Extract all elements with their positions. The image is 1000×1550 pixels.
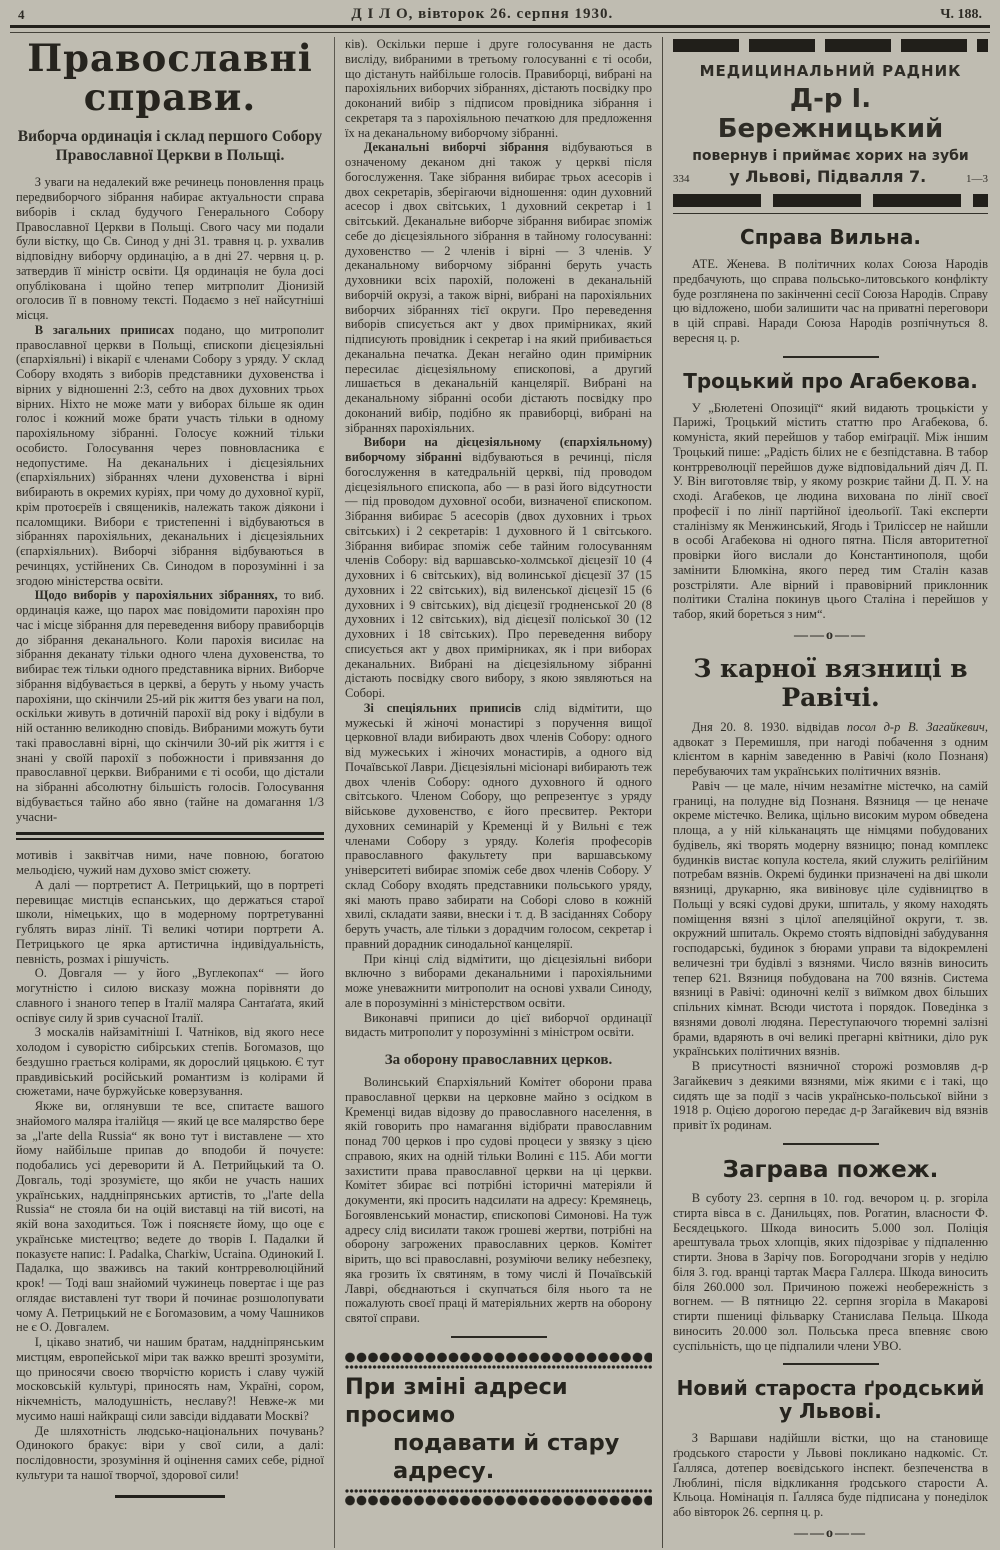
paragraph-lead: Деканальні виборчі зібрання xyxy=(363,140,549,155)
ad-number-left: 334 xyxy=(673,173,690,185)
column-middle xyxy=(334,37,662,1548)
medical-ad xyxy=(673,39,988,214)
paragraph: При кінці слід відмітити, що дієцезіяльні вибори включно з виборами деканальними і парохіяльними може уневажнити митрополит на основі ухвали Синоду, але в порозумінні з міністерством освіти. xyxy=(345,951,652,1010)
header-rule xyxy=(10,25,990,33)
ad-rule xyxy=(673,213,988,214)
paragraph xyxy=(345,435,652,701)
column-right xyxy=(662,37,988,1548)
o-divider: ——о—— xyxy=(794,1525,867,1541)
address-change-notice xyxy=(345,1352,652,1507)
paragraph: Равіч — це мале, нічим незамітне містечко, на самій границі, на полудне від Познаня. Вязниця — це неначе окреме містечко. Велика, щільно високим муром обведена площа, а у ній кільканацять ще німцями побудованих будівель, які творять модерну вязницю; понад комплекс будинків вистає копула костела, який служить реліґійним потребам вязнів. Окремі будинки призначені на дві школи вязниці, друкарню, яка вивіновує ціле судівництво в Польщі у всякі судові друки, шпиталь, у якому находять поміщення вязні з цілої апеляційної округи, т. зв. окружний шпиталь. Окремо стоять відповідні забудування господарські, будинок з бюрами управи та відокремлені величезні три будівлі з вязнями. Число вязнів виносить тепер 621. Вязниця побудована на 700 вязнів. Система вязниці в Равічі: одиночні келії з виїмком двох більших спільних кімнат. Всюди чистота і порядок. Поведінка з вязнями доволі людяна. Переступаючого тюремні залізні брами, вдаряють в очі великі прегарні квітники, діло рук українських політичних вязнів. xyxy=(673,778,988,1059)
paragraph: О. Довгаля — у його „Вуглекопах“ — його могутністю і силою висказу можна порівняти до славного і знаного тепер в Італії маляра Сантаґата, який оспівує силу й зрив сучасної Італії. xyxy=(16,966,324,1025)
article-title: Православні справи. xyxy=(27,36,313,119)
paragraph: І, цікаво знатиб, чи нашим братам, наддніпрянським мистцям, европейської міри так важко врешті зрозуміти, що приносячи своєю творчістю користь і славу чужій московській культурі, приносять нам, Україні, сором, нікчемність, малодушність, неславу?! Невже-ж ми мусимо наші найкращі сили завсіди віддавати Москві? xyxy=(16,1335,324,1423)
ad-bottom-row xyxy=(673,167,988,186)
headline-vilna: Справа Вильна. xyxy=(740,225,921,249)
paragraph-lead: Зі спеціяльних приписів xyxy=(363,700,522,715)
section-rule xyxy=(451,1336,547,1338)
section-rule xyxy=(783,1363,879,1365)
paragraph-lead: Щодо виборів у парохіяльних зібраннях, xyxy=(34,588,278,603)
article-subtitle: Виборча ординація і склад першого Собору Православної Церкви в Польщі. xyxy=(17,127,323,165)
ad-line: повернув і приймає хорих на зуби xyxy=(692,148,969,164)
paragraph-text: слід відмітити, що мужеські й жіночі монастирі з поручення вищої церковної влади вибирають двох членів Собору: одного від мужеських і жіночих монастирів, а одного від Почаївської Лаври. Дієцезіяльні місіонарі вибирають теж двох членів Собору: одного духовного й одного світського. Членом Собору, що репрезентує з уряду військове духовенство, є його пресвитер. Ректори духовних семинарій у Кременці й у Вильні є теж членами Собору з уряду. Колеґія професорів православного факультету при варшавському університеті вибирає зпоміж себе двох членів Собору. У склад Собору входять представники польського уряду, які мають право забирати на Соборі слово в кожній хвилі, складати заяви, внески і т. д. В засіданнях Собору беруть участь, але тільки з дорадчим голосом, секретар і правний дорадник синодальної канцелярії. xyxy=(345,700,652,951)
paragraph: В присутності вязничної сторожі розмовляв д-р Загайкевич з деякими вязнями, між якими є і такі, що сидять ще за події з часів українсько-польської війни з 1918 р. Оцією дорогою передає д-р Загайкевич від вязнів привіт їх родинам. xyxy=(673,1059,988,1132)
section-rule xyxy=(783,1143,879,1145)
paragraph xyxy=(16,588,324,824)
paragraph-text: то виб. ординація каже, що парох має повідомити парохіян про час і місце зібрання для переведення вибору правиборців до зібрання деканального. Коли парохія висилає на зібрання деканату тільки одного члена духовенства, то вибирає теж тільки одного представника вірних. Виборче зібрання відбувається в церкві, а беруть у ньому участь парохіяни, що скінчили 25-ий рік життя без уваги на пол, оскільки живуть в дотичній парохії від року і відбули в ній останню великодню сповідь. Вибраними можуть бути такі православні вірні, що скінчили 30-ий рік життя і є знані у своїй парохії з побожности і привязання до православної церкви. Вибраними є ті особи, що дістали на зібранні абсолютну більшість голосів. Голосування відбувається тайно або явно (тайне на домагання 1/3 учасни- xyxy=(16,588,325,824)
section-rule xyxy=(783,356,879,358)
ad-address: у Львові, Підвалля 7. xyxy=(729,167,927,186)
column-left xyxy=(16,37,334,1548)
paragraph xyxy=(673,720,988,779)
paragraph: З Варшави надійшли вістки, що на становище ґродського старости у Львові покликано надкоміс. Ст. Ґалляса, дотепер воєвідського інспект. безпеченства в Люблині, після відкликання ґродського старости А. Кльоца. Номінація п. Ґалляса буде підписана у понеділок або вівторок 26. серпня ц. р. xyxy=(673,1431,988,1520)
ad-doctor-name: Д-р І. Бережницький xyxy=(717,84,944,144)
paragraph xyxy=(16,323,324,589)
dots-ornament xyxy=(345,1352,652,1363)
paragraph-text: відбуваються в означеному деканом дні також у церкві після богослуження. Таке зібрання вибирає трьох асесорів і двох секретарів, зберігаючи відношення: один духовний асесор і двох світських, 1 духовний секретар і 1 світський. Деканальне виборче зібрання вибирає зпоміж себе до дієцезіяльного зібрання в тайному голосуванні: духовенство — 2 членів і вірні — 3 членів. У деканальному виборчому зібранні беруть участь духовники всіх парохій, положені в деканальній виборчій окрузі, а також вірні, вибрані на парохіяльних виборчих зібраннях тієї округи. Про переведення виборів списується акт у двох примірниках, який підписують провідник і секретар і на який прибивається деканальна печатка. Декан негайно один примірник пересилає дієцезіяльному єпископові, а другий лишається в деканальній канцелярії. Вибрані на деканальному зібранні особи дістають посвідку про доконаний вибір, подібно як правиборці, вибрані на зібраннях парохіяльних. xyxy=(345,140,652,435)
paragraph-lead: В загальних приписах xyxy=(34,322,175,337)
dots-ornament xyxy=(345,1495,652,1506)
paragraph: ків). Оскільки перше і друге голосування не дасть висліду, вибраними в третьому голосуванні є ті особи, що дістануть найбільше голосів. Правиборці, вибрані на парохіяльних виборчих зібраннях, дістають посвідку про доконаний вибір з підписом провідника зібрання і секретаря та з парохіяльною печаткою для предложення їх на деканальному виборчому зібранні. xyxy=(345,37,652,140)
section-heading: За оборону православних церков. xyxy=(384,1052,613,1068)
notice-line1: При зміні адреси просимо xyxy=(345,1373,568,1428)
columns xyxy=(0,33,1000,1548)
paragraph: У „Бюлетені Опозиції“ який видають троцькісти у Парижі, Троцький містить статтю про Агабекова, б. комуніста, який перейшов у табор еміґрації. Між іншим Троцький пише: „Радість білих не є безпідставна. В табор контрреволюції перейшов дуже відповідальний діяч Д. П. У. Він виготовляє твір, у якому розкриє тайни Д. П. У. на сході. Агабеков, це людина вихована по лінії своєї професії і по лінії партійної ідеольоґії. Такі експерти сталінізму як Менжинський, Ягодь і Триліссер не найшли в особі Агабекова ні одного пятна. Після авторитетної провірки його вислали до Константинополя, щоби замінити Блюмкіна, якого перед тим Сталін казав розстріляти. Але вірний і правовірний приклонник політики Сталіна покинув цього Сталіна і перейшов у табор, який бореться з ним“. xyxy=(673,400,988,621)
paragraph: А далі — портретист А. Петрицький, що в портреті перевищає мистців еспанських, що держаться старої школи, німецьких, що в модерному портретуванні гублять вираз лінії. Ті великі чотири портрети А. Петрицького це ярка артистична індивідуальність, певність, розмах і рішучість. xyxy=(16,877,324,966)
paragraph: З уваги на недалекий вже речинець поновлення праць передвиборчого зібрання набирає актуальности справа виборів і склад будучого Генерального Собору Православної Церкви в Польщі. Свого часу ми подали були вістку, що Св. Синод у дні 31. травня ц. р. ухвалив відповідну виборчу ординацію, а в дні 27. червня ц. р. затвердив її міністр освіти. Ця ординація не була досі опублікована і щойно тепер митрполит Діонизій оголосив її в повному тексті. Подаємо з неї найсутніші місця. xyxy=(16,175,324,323)
ad-kicker: МЕДИЦИНАЛЬНИЙ РАДНИК xyxy=(699,62,962,80)
paragraph: З москалів найзамітніші І. Чатніков, від якого несе холодом і суворістю сибірських степів. Богомазов, що бездушно грається колірами, як дорослий цяцькою. Є тут правдивіський російський романтизм із колірами й сюжетами, наче буржуйське коверзування. xyxy=(16,1025,324,1099)
headline-trotsky: Троцький про Агабекова. xyxy=(683,368,978,393)
headline-starosta: Новий староста ґродський у Львові. xyxy=(676,1376,985,1424)
dots-ornament xyxy=(345,1489,652,1493)
paragraph: АТЕ. Женева. В політичних колах Союза Народів предбачують, що справа польсько-литовського конфлікту буде розглянена по закінченні сесії Союза Народів. Справу цю відложено, шоби залишити час на приватні переговори в цій справі. Наради Союза Народів розпічнуться 8. вересня ц. р. xyxy=(673,257,988,345)
paragraph: Де шляхотність людсько-національних почувань? Одинокого бракує: віри у свої сили, а далі: послідовности, зрозуміння й оцінення самих себе, рідної культури та нашої творчої, здорової сили! xyxy=(16,1423,324,1482)
notice-line2: подавати й стару адресу. xyxy=(393,1430,620,1485)
paragraph-text: відбуваються в речинці, після богослуження в катедральній церкві, під проводом дієцезіяльного єпископа, або — в разі його відсутности — під проводом духовної особи, визначеної єпископом. Зібрання вибирає 5 асесорів (двох духовних і трьох світських) і 2 секретарів: 1 духовного й 1 світського. Зібрання вибирає зпоміж себе тайним голосуванням членів Собору: від варшавсько-холмської дієцезії 10 (4 духовних і 6 світських), від волинської дієцезії 37 (15 духовних і 22 світських), від виленської дієцезії 15 (6 духовних і 9 світських), від дієцезії гродненської 20 (8 духовних і 12 світських), від дієцезії поліської 30 (12 духовних і 18 світських). Про переведення вибору списується акт у двох примірниках, як і при виборах деканальних. Вибрані на дієцезіяльному зібранні дістають посвідку свого вибору, з якою зявляються на Соборі. xyxy=(345,450,653,700)
masthead-title: Д І Л О, вівторок 26. серпня 1930. xyxy=(351,6,614,22)
issue-number: Ч. 188. xyxy=(940,7,982,22)
paragraph xyxy=(345,140,652,435)
paragraph: мотивів і заквітчав ними, наче повною, богатою мельодією, чужий нам духово зміст сюжету. xyxy=(16,848,324,878)
o-divider: ——о—— xyxy=(794,627,867,643)
paragraph-text: Дня 20. 8. 1930. відвідав xyxy=(691,719,840,734)
headline-ravich: З карної вязниці в Равічі. xyxy=(693,653,968,712)
ad-bottom-bar xyxy=(673,194,988,207)
paragraph: В суботу 23. серпня в 10. год. вечором ц. р. згоріла стирта вівса в с. Данильцях, пов. Рогатин, власности Ф. Бесядецького. Шкода виносить 5.000 зол. Поліція арештувала трьох хлопців, яких підозріває у підпаленню стирти. Знова в Зарічу пов. Богородчани згорів у неділю біля 3. год. вранці тартак Маєра Галлєра. Шкода виносить біля 260.000 зол. Причиною пожежі необережність з вогнем. — В пятницю 22. серпня згоріла в Макарові стирти пшениці фільварку Станислава Пельца. Шкода виносить 20.000 зол. Польська преса впевняє свою суспільність, що це підпалили члени УВО. xyxy=(673,1191,988,1353)
paragraph: Якже ви, оглянувши те все, спитаєте вашого знайомого маляра італійця — який це все малярство бере за „l'arte della Russia“ як воно тут і виставлене — хто йому найбільше припав до вподоби й почуєте: подобались усі дереворити й А. Петрийцький та О. Довгаль, тоді зрозумієте, що якби не участь наших українських, наддніпрянських артистів, то „l'arte della Russia“ не стояла би на оцій виставці на тій висоті, на якій вона заходиться. Тож і поясняєте йому, що оце є українське мистецтво; ведете до творів І. Падалки й показуєте напис: I. Padalka, Charkiw, Ucraina. Одинокий І. Падалка, що зваживсь на такий контрреволюційний крок! — Тоді ваш знайомий чужинець повертає і ще раз оглядає виставлені тут твори й починає розшолопувати чому А. Петрицький не є Богомазовим, а чому Чашников не є О. Довгалем. xyxy=(16,1099,324,1335)
ad-top-bar xyxy=(673,39,988,52)
paragraph xyxy=(345,701,652,952)
paragraph-italic: посол д-р В. Загайкевич, xyxy=(846,719,988,734)
paragraph-lead: Вибори на дієцезіяльному (єпархіяльному) виборчому зібранні xyxy=(345,435,652,464)
ad-number-right: 1—3 xyxy=(966,173,988,185)
page-header xyxy=(0,0,1000,25)
section-divider xyxy=(16,832,324,840)
paragraph-text: подано, що митрополит православної церкви в Польщі, єпископи дієцезіяльні (єпархіяльні) і вікарії є членами Собору з уряду. У склад Собору входять з виборів представники духовенства і вірних у відношенні 2:3, себто на двох духовних трьох вірних. Ніхто не може мати у виборах більше як один голос і кожний може брати участь тільки в одному парохіяльному зібранні. Голосує кожний тільки особисто. Голосування через повновласника є недопустиме. На деканальних і дієцезіяльних (єпархіяльних) зібраннях члени духовенства і вірні вибирають в окремих куріях, при чому до духовної курії, крім протоєреїв і священиків, належать також діякони і псаломщики. Вибори є тристепенні і відбуваються в зібраннях парохіяльних, деканальних і дієцезіяльних (єпархіяльних). Виборчі зібрання відбуваються в речинцях, устійнених Св. Синодом в порозумінні і за згодою міністерства освіти. xyxy=(16,322,325,588)
end-rule xyxy=(115,1495,225,1498)
paragraph: Волинський Єпархіяльний Комітет оборони права православної церкви на церковне майно з осідком в Кременці видав відозву до православного населення, в якій говорить про намагання відібрати православним понад 700 церков і про судові процеси у звязку з цією справою, яких на одній тільки Волині є 115. Аби могти захистити права православної церкви на ці церкви. Комітет збирає всі потрібні історичні матеріяли й документи, які просить надсилати на адресу: Кремянець, Богоявленський монастир, єпископові Симонові. На туж адресу слід висилати також грошеві жертви, потрібні на оборону загрожених православних церков. Комітет вірить, що всі православні, розуміючи велику небезпеку, яка грозить їх святиням, в тому числі й Почаївській Лаврі, обєднаються і скупчаться біля нього та не пожалують своєї праці й матеріяльних жертв на оборону святої справи. xyxy=(345,1075,652,1325)
paragraph: Виконавчі приписи до цієї виборчої ординації видасть митрополит у порозумінні з міністром освіти. xyxy=(345,1010,652,1040)
page-number: 4 xyxy=(18,7,25,22)
headline-fires: Заграва пожеж. xyxy=(722,1156,939,1183)
notice-text xyxy=(345,1373,652,1486)
dots-ornament xyxy=(345,1365,652,1369)
paragraph-text: адвокат з Перемишля, при нагоді побачення з одним клієнтом в карнім заведенню в Равічі (коло Познаня) перебуваючих там українських політичних вязнів. xyxy=(673,734,988,778)
